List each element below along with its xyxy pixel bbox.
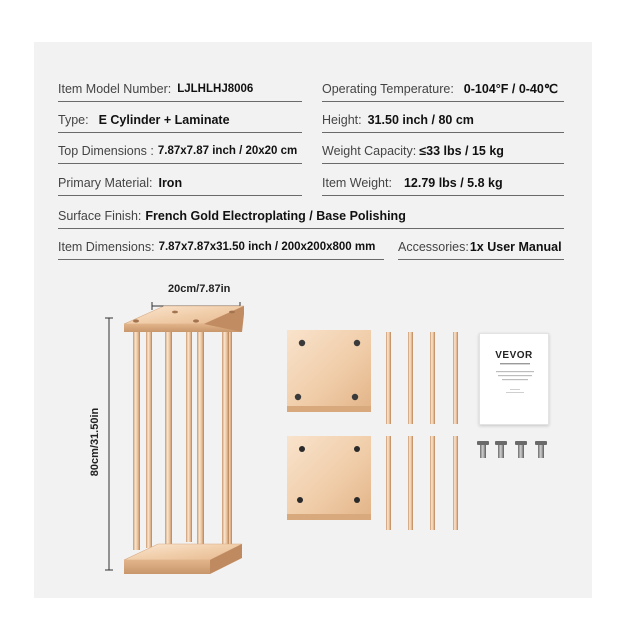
spec-label: Item Weight: — [322, 175, 392, 190]
user-manual — [479, 333, 549, 425]
assembled-stand — [124, 306, 244, 574]
height-dimension-label: 80cm/31.50in — [89, 407, 101, 477]
spec-value: French Gold Electroplating / Base Polishing — [145, 208, 406, 223]
spec-label: Type: — [58, 112, 89, 127]
spec-value: 0-104°F / 0-40℃ — [463, 82, 558, 96]
spec-value: ≤33 lbs / 15 kg — [419, 143, 504, 158]
spec-value: Iron — [158, 175, 183, 190]
width-dimension-label: 20cm/7.87in — [168, 283, 231, 295]
spec-value: 7.87x7.87x31.50 inch / 200x200x800 mm — [158, 240, 376, 253]
spec-label: Primary Material: — [58, 175, 153, 190]
height-dimension — [105, 318, 113, 570]
spec-value: 1x User Manual — [469, 239, 562, 254]
manual-page-content — [480, 334, 550, 426]
spec-label: Item Dimensions: — [58, 239, 155, 254]
spec-value: 31.50 inch / 80 cm — [367, 112, 474, 127]
spec-label: Height: — [322, 112, 362, 127]
spec-value: 7.87x7.87 inch / 20x20 cm — [157, 144, 298, 157]
support-rods-part — [386, 332, 458, 530]
spec-label: Accessories: — [398, 239, 469, 254]
spec-value: 12.79 lbs / 5.8 kg — [403, 175, 503, 190]
spec-value: E Cylinder + Laminate — [98, 112, 230, 127]
spec-label: Operating Temperature: — [322, 81, 454, 96]
spec-label: Item Model Number: — [58, 81, 172, 96]
manual-brand-logo: VEVOR — [495, 350, 533, 361]
screws-part — [477, 441, 547, 458]
spec-label: Weight Capacity: — [322, 143, 417, 158]
spec-label: Top Dimensions : — [58, 143, 154, 158]
spec-label: Surface Finish: — [58, 208, 142, 223]
top-plate-part — [287, 330, 371, 412]
base-plate-part — [287, 436, 371, 520]
spec-value: LJLHLHJ8006 — [177, 82, 254, 95]
